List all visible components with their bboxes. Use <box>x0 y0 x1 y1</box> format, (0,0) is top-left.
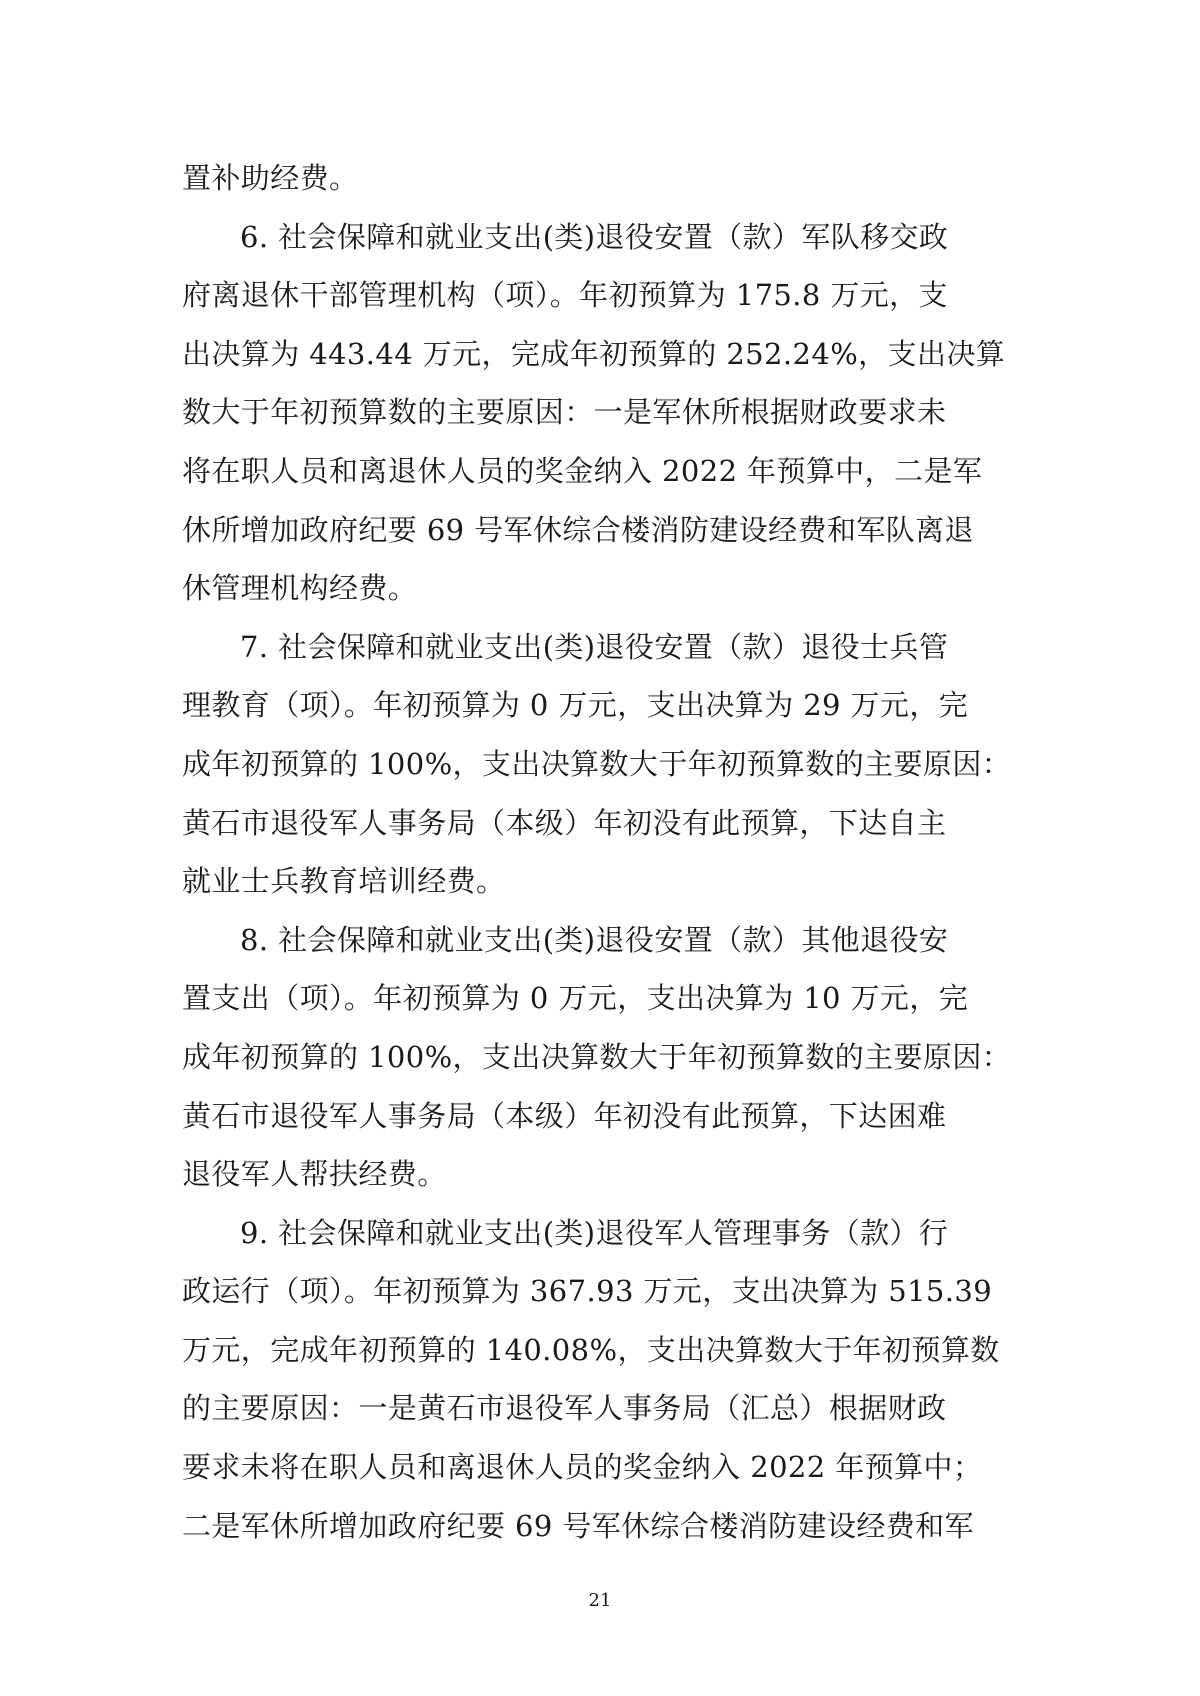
page-number: 21 <box>588 1590 612 1611</box>
text-line: 置支出（项）。年初预算为 0 万元，支出决算为 10 万元，完 <box>182 981 969 1016</box>
text-line: 成年初预算的 100%，支出决算数大于年初预算数的主要原因： <box>182 1039 1012 1074</box>
text-line: 休所增加政府纪要 69 号军休综合楼消防建设经费和军队离退 <box>182 512 974 547</box>
text-line: 退役军人帮扶经费。 <box>182 1157 447 1192</box>
text-line: 理教育（项）。年初预算为 0 万元，支出决算为 29 万元，完 <box>182 688 969 723</box>
paragraph-8-start: 8. 社会保障和就业支出(类)退役安置（款）其他退役安 <box>240 922 949 957</box>
text-line: 就业士兵教育培训经费。 <box>182 864 506 899</box>
document-body <box>182 149 1032 1555</box>
text-line: 成年初预算的 100%，支出决算数大于年初预算数的主要原因： <box>182 746 1012 781</box>
paragraph-6-start: 6. 社会保障和就业支出(类)退役安置（款）军队移交政 <box>240 219 949 254</box>
text-line: 要求未将在职人员和离退休人员的奖金纳入 2022 年预算中； <box>182 1450 983 1485</box>
text-line: 万元，完成年初预算的 140.08%，支出决算数大于年初预算数 <box>182 1332 1000 1367</box>
paragraph-9-start: 9. 社会保障和就业支出(类)退役军人管理事务（款）行 <box>240 1215 949 1250</box>
text-line: 黄石市退役军人事务局（本级）年初没有此预算，下达自主 <box>182 805 947 840</box>
text-line: 政运行（项）。年初预算为 367.93 万元，支出决算为 515.39 <box>182 1274 993 1309</box>
text-line: 出决算为 443.44 万元，完成年初预算的 252.24%，支出决算 <box>182 336 1006 371</box>
text-line: 黄石市退役军人事务局（本级）年初没有此预算，下达困难 <box>182 1098 947 1133</box>
text-line: 置补助经费。 <box>182 161 359 195</box>
text-line: 将在职人员和离退休人员的奖金纳入 2022 年预算中，二是军 <box>182 453 983 488</box>
text-line: 数大于年初预算数的主要原因：一是军休所根据财政要求未 <box>182 395 947 430</box>
text-line: 休管理机构经费。 <box>182 571 418 606</box>
text-line: 的主要原因：一是黄石市退役军人事务局（汇总）根据财政 <box>182 1391 947 1426</box>
text-line: 府离退休干部管理机构（项）。年初预算为 175.8 万元，支 <box>182 278 948 313</box>
text-line: 二是军休所增加政府纪要 69 号军休综合楼消防建设经费和军 <box>182 1508 974 1543</box>
paragraph-7-start: 7. 社会保障和就业支出(类)退役安置（款）退役士兵管 <box>240 629 949 664</box>
